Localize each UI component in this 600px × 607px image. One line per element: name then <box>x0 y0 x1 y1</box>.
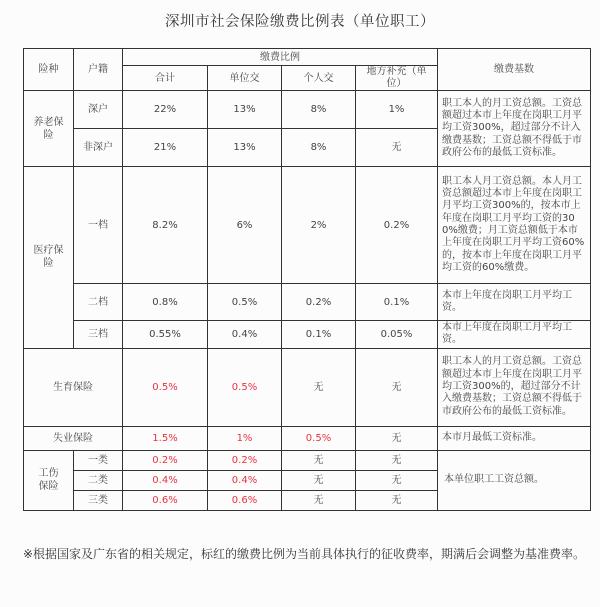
maternity-local: 无 <box>356 348 438 426</box>
header-total: 合计 <box>123 66 208 91</box>
header-ratio-group: 缴费比例 <box>123 49 438 66</box>
pension-local: 无 <box>356 129 438 167</box>
injury-employee: 无 <box>282 450 356 470</box>
injury-employee: 无 <box>282 470 356 490</box>
header-type: 险种 <box>24 49 74 91</box>
injury-total: 0.2% <box>123 450 208 470</box>
injury-total: 0.6% <box>123 490 208 510</box>
maternity-total: 0.5% <box>123 348 208 426</box>
unemployment-employee: 0.5% <box>282 426 356 450</box>
medical-tier: 一档 <box>74 167 123 284</box>
medical-basis: 职工本人月工资总额。本人月工资总额超过本市上年度在岗职工月平均工资300%的，按本市上年度在岗职工月平均工资的300%缴费；月工资总额低于本市上年度在岗职工月平均工资60%的，按本市上年度在岗职工月平均工资的60%缴费。 <box>438 167 591 284</box>
table-row <box>24 426 591 450</box>
medical-employee: 0.2% <box>282 284 356 321</box>
injury-class: 三类 <box>74 490 123 510</box>
unemployment-basis: 本市月最低工资标准。 <box>438 426 591 450</box>
medical-employee: 0.1% <box>282 321 356 349</box>
header-row-1 <box>24 49 591 66</box>
header-basis: 缴费基数 <box>438 49 591 91</box>
pension-hukou: 深户 <box>74 91 123 129</box>
pension-employee: 8% <box>282 129 356 167</box>
maternity-type: 生育保险 <box>24 348 123 426</box>
medical-total: 0.55% <box>123 321 208 349</box>
pension-employer: 13% <box>208 129 282 167</box>
medical-local: 0.05% <box>356 321 438 349</box>
medical-local: 0.2% <box>356 167 438 284</box>
injury-employer: 0.2% <box>208 450 282 470</box>
medical-employer: 0.5% <box>208 284 282 321</box>
table-row <box>24 167 591 284</box>
maternity-employer: 0.5% <box>208 348 282 426</box>
injury-class: 一类 <box>74 450 123 470</box>
unemployment-employer: 1% <box>208 426 282 450</box>
pension-employer: 13% <box>208 91 282 129</box>
injury-employer: 0.6% <box>208 490 282 510</box>
table-row <box>24 450 591 470</box>
injury-local: 无 <box>356 470 438 490</box>
unemployment-total: 1.5% <box>123 426 208 450</box>
injury-type: 工伤保险 <box>24 450 74 510</box>
medical-tier: 三档 <box>74 321 123 349</box>
pension-local: 1% <box>356 91 438 129</box>
header-local-supplement: 地方补充（单位） <box>356 66 438 91</box>
table-row <box>24 91 591 129</box>
medical-basis: 本市上年度在岗职工月平均工资。 <box>438 284 591 321</box>
medical-type: 医疗保险 <box>24 167 74 349</box>
injury-class: 二类 <box>74 470 123 490</box>
medical-employer: 6% <box>208 167 282 284</box>
medical-employee: 2% <box>282 167 356 284</box>
injury-local: 无 <box>356 490 438 510</box>
maternity-employee: 无 <box>282 348 356 426</box>
medical-employer: 0.4% <box>208 321 282 349</box>
table-row <box>24 348 591 426</box>
table-row <box>24 321 591 349</box>
page-title: 深圳市社会保险缴费比例表（单位职工） <box>165 14 435 30</box>
medical-local: 0.1% <box>356 284 438 321</box>
pension-type: 养老保险 <box>24 91 74 167</box>
pension-employee: 8% <box>282 91 356 129</box>
medical-total: 8.2% <box>123 167 208 284</box>
injury-local: 无 <box>356 450 438 470</box>
maternity-basis: 职工本人的月工资总额。工资总额超过本市上年度在岗职工月平均工资300%的，超过部分不计入缴费基数；工资总额不得低于市政府公布的最低工资标准。 <box>438 348 591 426</box>
footnote: ※根据国家及广东省的相关规定，标红的缴费比例为当前具体执行的征收费率，期满后会调整为基准费率。 <box>23 547 586 561</box>
header-employer: 单位交 <box>208 66 282 91</box>
injury-basis: 本单位职工工资总额。 <box>438 450 591 510</box>
medical-tier: 二档 <box>74 284 123 321</box>
unemployment-local: 无 <box>356 426 438 450</box>
injury-total: 0.4% <box>123 470 208 490</box>
contribution-rate-table <box>23 48 591 511</box>
medical-basis: 本市上年度在岗职工月平均工资。 <box>438 321 591 349</box>
medical-total: 0.8% <box>123 284 208 321</box>
pension-total: 22% <box>123 91 208 129</box>
pension-basis: 职工本人的月工资总额。工资总额超过本市上年度在岗职工月平均工资300%，超过部分不计入缴费基数；工资总额不得低于市政府公布的最低工资标准。 <box>438 91 591 167</box>
header-employee: 个人交 <box>282 66 356 91</box>
pension-total: 21% <box>123 129 208 167</box>
table-row <box>24 284 591 321</box>
pension-hukou: 非深户 <box>74 129 123 167</box>
injury-employee: 无 <box>282 490 356 510</box>
unemployment-type: 失业保险 <box>24 426 123 450</box>
injury-employer: 0.4% <box>208 470 282 490</box>
header-hukou: 户籍 <box>74 49 123 91</box>
